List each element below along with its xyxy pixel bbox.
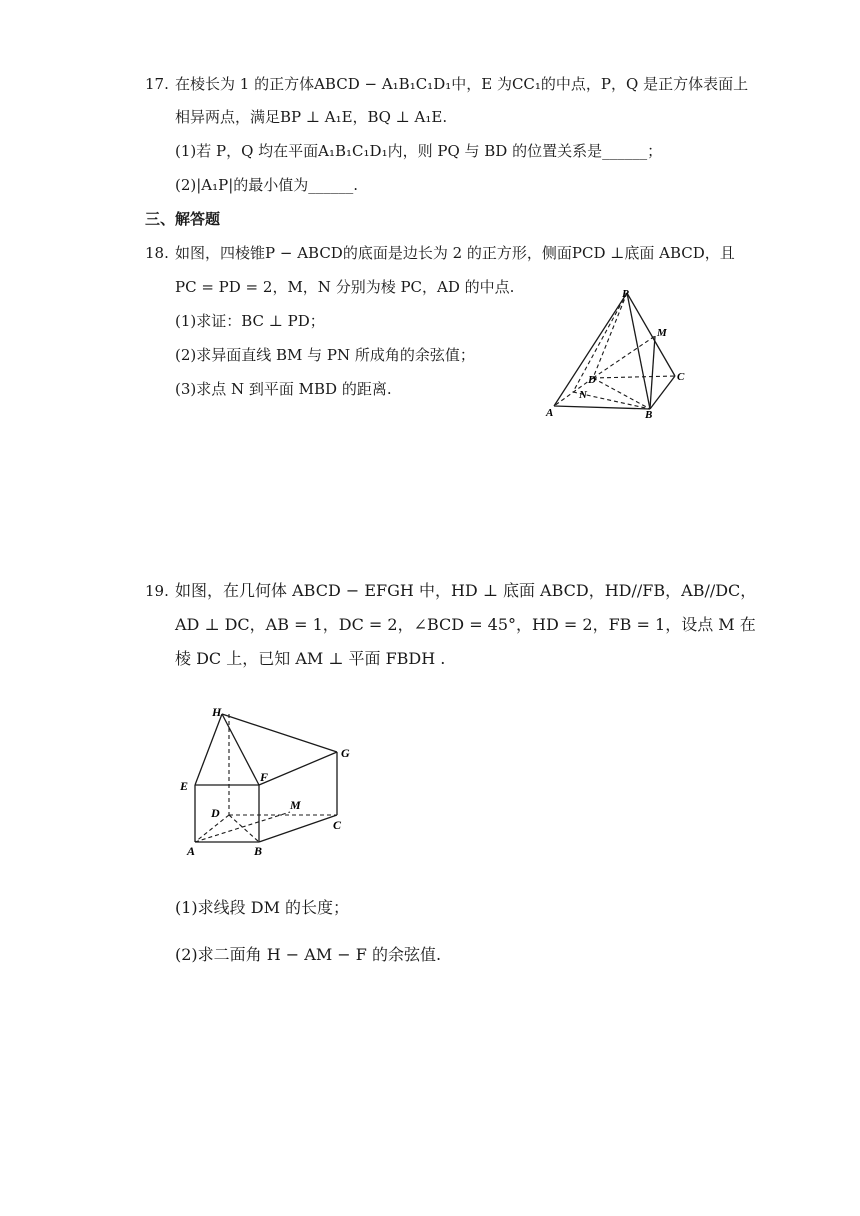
question-18-part-3: (3)求点 N 到平面 MBD 的距离. bbox=[175, 380, 392, 398]
solid-figure bbox=[175, 700, 365, 860]
question-19-line-3: 棱 DC 上，已知 AM ⊥ 平面 FBDH . bbox=[175, 649, 446, 668]
question-17-line-2: 相异两点，满足BP ⊥ A₁E，BQ ⊥ A₁E. bbox=[175, 108, 448, 126]
figure-label-C: C bbox=[677, 371, 685, 383]
figure-label-A: A bbox=[187, 844, 196, 858]
figure-label-D: D bbox=[588, 374, 596, 386]
question-18-part-1: (1)求证：BC ⊥ PD； bbox=[175, 312, 325, 330]
question-19-line-1: 如图，在几何体 ABCD − EFGH 中，HD ⊥ 底面 ABCD，HD//FB，AB//DC， bbox=[175, 581, 757, 600]
figure-label-B: B bbox=[254, 844, 263, 858]
question-18-line-2: PC = PD = 2，M，N 分别为棱 PC，AD 的中点. bbox=[175, 278, 515, 296]
question-19-number: 19. bbox=[145, 582, 169, 600]
pyramid-figure bbox=[540, 285, 700, 421]
question-18-line-1: 如图，四棱锥P − ABCD的底面是边长为 2 的正方形，侧面PCD ⊥底面 ABCD，且 bbox=[175, 244, 735, 262]
figure-label-A: A bbox=[546, 407, 554, 419]
section-title: 三、解答题 bbox=[145, 210, 221, 228]
question-17-part-1: (1)若 P，Q 均在平面A₁B₁C₁D₁内，则 PQ 与 BD 的位置关系是______； bbox=[175, 142, 663, 160]
figure-label-D: D bbox=[211, 806, 220, 820]
question-19-line-2: AD ⊥ DC，AB = 1，DC = 2，∠BCD = 45°，HD = 2，FB = 1，设点 M 在 bbox=[175, 615, 756, 634]
question-18-part-2: (2)求异面直线 BM 与 PN 所成角的余弦值； bbox=[175, 346, 475, 364]
figure-label-E: E bbox=[180, 779, 189, 793]
figure-label-N: N bbox=[579, 389, 587, 401]
figure-label-G: G bbox=[341, 746, 350, 760]
question-17-part-2: (2)|A₁P|的最小值为______. bbox=[175, 176, 359, 194]
figure-label-B: B bbox=[645, 409, 653, 421]
question-19-part-1: (1)求线段 DM 的长度； bbox=[175, 898, 350, 917]
figure-label-C: C bbox=[333, 818, 342, 832]
question-17-number: 17. bbox=[145, 75, 169, 93]
figure-label-H: H bbox=[212, 705, 222, 719]
figure-label-F: F bbox=[260, 770, 269, 784]
figure-label-M: M bbox=[657, 327, 667, 339]
question-19-part-2: (2)求二面角 H − AM − F 的余弦值. bbox=[175, 945, 442, 964]
question-18-number: 18. bbox=[145, 244, 169, 262]
question-17-line-1: 在棱长为 1 的正方体ABCD − A₁B₁C₁D₁中，E 为CC₁的中点，P，Q 是正方体表面上 bbox=[175, 75, 749, 93]
figure-label-M: M bbox=[290, 798, 301, 812]
figure-label-P: P bbox=[622, 288, 629, 300]
